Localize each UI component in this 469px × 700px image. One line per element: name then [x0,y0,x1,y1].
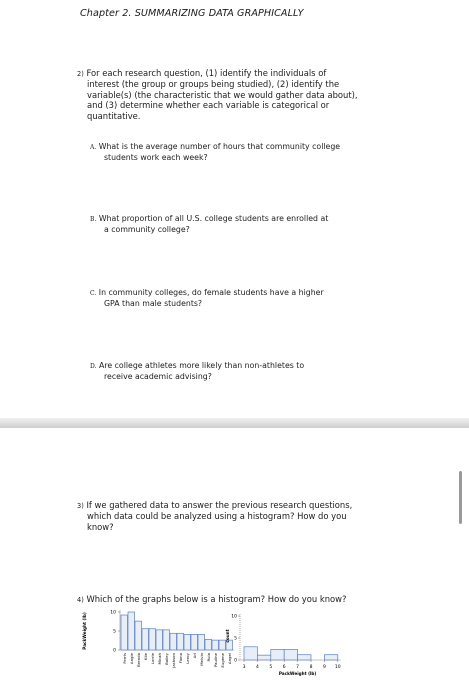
question-3-line-1: If we gathered data to answer the previous research questions, [86,500,353,510]
hist-xtick-label-7: 10 [334,665,341,670]
part-c-letter: C. [90,290,97,297]
hist-bar-4 [298,655,311,660]
bar-category-label-14: Eugene [219,653,225,668]
hist-xtick-label-3: 6 [282,665,286,670]
question-2-line-1: For each research question, (1) identify the individuals of [86,68,327,78]
hist-xtick-label-0: 3 [242,665,246,670]
bar-category-label-13: Pauline [212,653,218,668]
bar-6 [163,630,170,650]
bar-category-label-11: Melvin [198,653,204,666]
bar-ytick-label-1: 5 [113,629,116,635]
scrollbar-thumb[interactable] [459,471,462,524]
question-4-line-1: Which of the graphs below is a histogram? How do you know? [86,594,347,604]
bar-13 [212,640,219,650]
bar-3 [142,629,149,650]
part-a-line-2: students work each week? [104,152,208,162]
question-3-line-2: which data could be analyzed using a histogram? How do you [87,511,347,522]
question-2-line-4: and (3) determine whether each variable is categorical or [87,100,330,111]
part-b-line-2: a community college? [104,224,190,234]
bar-8 [177,633,184,650]
bar-2 [135,621,142,650]
bar-10 [191,634,198,650]
question-4-number: 4) [77,596,84,604]
part-d-letter: D. [90,363,97,370]
hist-xtick-label-1: 4 [255,665,259,670]
hist-bar-6 [324,655,337,660]
bar-category-label-1: Angie [128,653,134,665]
question-3-line-3: know? [87,521,114,532]
bar-chart [80,604,230,700]
page-divider [0,418,469,428]
bar-category-label-7: Jackson [170,653,176,668]
question-2-line-2: interest (the group or groups being studied), (2) identify the [87,79,340,90]
question-3 [77,500,407,532]
bar-category-label-15: Angel [226,653,232,665]
hist-xtick-label-5: 8 [309,665,313,670]
question-3-number: 3) [77,502,84,510]
hist-bar-1 [257,655,270,660]
hist-bar-0 [244,647,257,660]
bar-12 [205,639,212,650]
hist-xtick-label-4: 7 [296,665,300,670]
bar-0 [121,615,128,650]
question-2-part-b [90,214,400,234]
bar-ylabel: PackWeight (lb) [82,612,87,650]
part-c-line-2: GPA than male students? [104,298,203,308]
hist-bar-2 [271,649,284,660]
hist-ytick-label-0: 0 [234,658,237,664]
bar-category-label-6: Bailey [163,653,169,665]
bar-category-label-4: Lorrie [149,653,155,665]
part-d-line-1: Are college athletes more likely than non-athletes to [99,361,305,370]
part-b-letter: B. [90,216,97,223]
question-2-part-c [90,288,400,308]
question-2-part-d [90,361,400,381]
bar-ytick-label-2: 10 [110,610,116,616]
bar-4 [149,629,156,650]
histogram-chart [226,610,366,698]
part-a-letter: A. [90,144,97,151]
part-b-line-1: What proportion of all U.S. college students are enrolled at [98,214,329,223]
bar-7 [170,633,177,650]
hist-ylabel: count [225,629,230,643]
part-a-line-1: What is the average number of hours that community college [98,142,341,151]
bar-5 [156,630,163,650]
hist-ytick-label-1: 5 [234,636,237,642]
bar-category-label-0: Ferris [121,653,127,664]
hist-bar-3 [284,649,297,660]
bar-ytick-label-0: 0 [113,648,116,654]
hist-ytick-label-2: 10 [231,614,237,620]
bar-category-label-5: Micah [156,653,162,665]
bar-category-label-10: Ari [191,653,197,659]
hist-xtick-label-2: 5 [269,665,273,670]
bar-category-label-9: Leroy [184,653,190,664]
chapter-title: Chapter 2. SUMMARIZING DATA GRAPHICALLY [80,8,304,19]
question-2-line-5: quantitative. [87,110,141,121]
bar-9 [184,634,191,650]
bar-1 [128,612,135,650]
part-c-line-1: In community colleges, do female students have a higher [98,288,324,297]
hist-xtick-label-6: 9 [322,665,326,670]
bar-category-label-3: Kile [142,653,148,661]
part-d-line-2: receive academic advising? [104,371,212,381]
bar-11 [198,634,205,650]
question-2-text [77,68,407,121]
bar-category-label-8: Fiona [177,653,183,664]
bar-category-label-12: Rula [205,653,211,662]
question-2-number: 2) [77,70,84,78]
question-2-line-3: variable(s) (the characteristic that we would gather data about), [87,89,358,100]
question-2 [77,68,407,121]
hist-xlabel: PackWeight (lb) [278,671,317,676]
question-2-part-a [90,142,400,162]
bar-category-label-2: Brenda [135,653,141,667]
